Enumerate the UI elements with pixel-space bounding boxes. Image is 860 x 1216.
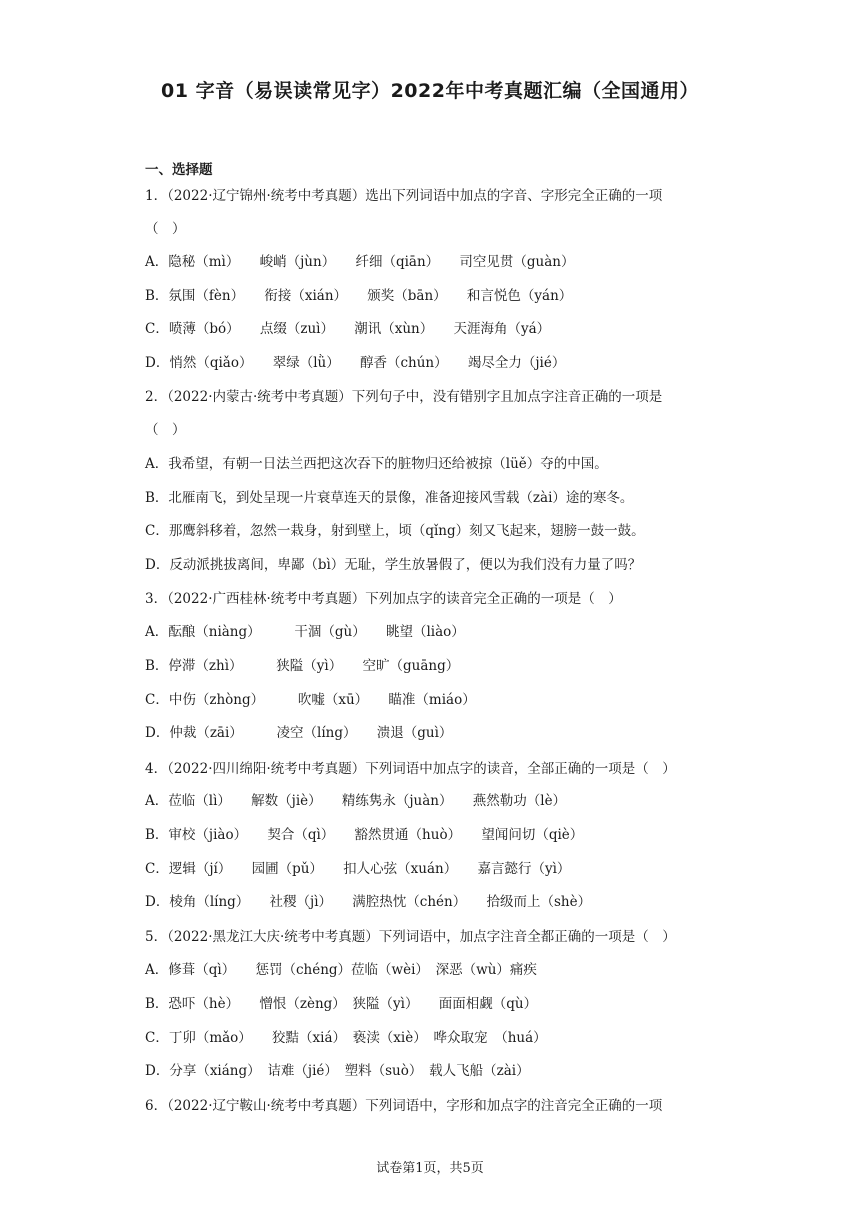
answer-option: A．莅临（lì） 解数（jiè） 精练隽永（juàn） 燕然勒功（lè）	[145, 793, 567, 809]
answer-option: A．修葺（qì） 惩罚（chéng）莅临（wèi） 深恶（wù）痛疾	[145, 962, 537, 978]
answer-option: D．悄然（qiǎo） 翠绿（lǜ） 醇香（chún） 竭尽全力（jié）	[145, 355, 566, 371]
answer-option: B．氛围（fèn） 衔接（xián） 颁奖（bān） 和言悦色（yán）	[145, 288, 573, 304]
answer-option: C．中伤（zhòng） 吹嘘（xū） 瞄准（miáo）	[145, 692, 476, 708]
question-text-line: 6．（2022·辽宁鞍山·统考中考真题）下列词语中，字形和加点字的注音完全正确的一项	[145, 1098, 663, 1114]
answer-option: C．逻辑（jí） 园圃（pǔ） 扣人心弦（xuán） 嘉言懿行（yì）	[145, 861, 571, 877]
question-text-line: （ ）	[145, 221, 186, 237]
answer-option: A．酝酿（niàng） 干涸（gù） 眺望（liào）	[145, 624, 465, 640]
answer-option: D．仲裁（zāi） 凌空（líng） 溃退（guì）	[145, 725, 453, 741]
section-heading: 一、选择题	[145, 162, 213, 178]
answer-option: B．恐吓（hè） 憎恨（zèng） 狭隘（yì） 面面相觑（qù）	[145, 996, 538, 1012]
answer-option: A．我希望，有朝一日法兰西把这次吞下的脏物归还给被掠（lüě）夺的中国。	[145, 456, 608, 472]
answer-option: B．审校（jiào） 契合（qì） 豁然贯通（huò） 望闻问切（qiè）	[145, 827, 584, 843]
question-text-line: （ ）	[145, 422, 186, 438]
answer-option: D．分享（xiáng） 诘难（jié） 塑料（suò） 载人飞船（zài）	[145, 1063, 530, 1079]
question-text-line: 4．（2022·四川绵阳·统考中考真题）下列词语中加点字的读音，全部正确的一项是（ ）	[145, 761, 676, 777]
question-text-line: 1．（2022·辽宁锦州·统考中考真题）选出下列词语中加点的字音、字形完全正确的一项	[145, 188, 663, 204]
answer-option: B．停滞（zhì） 狭隘（yì） 空旷（guāng）	[145, 658, 460, 674]
answer-option: B．北雁南飞，到处呈现一片衰草连天的景像，准备迎接风雪载（zài）途的寒冬。	[145, 490, 634, 506]
answer-option: C．丁卯（mǎo） 狡黠（xiá） 亵渎（xiè） 哗众取宠 （huá）	[145, 1030, 547, 1046]
page-footer: 试卷第1页，共5页	[376, 1161, 484, 1176]
question-text-line: 2．（2022·内蒙古·统考中考真题）下列句子中，没有错别字且加点字注音正确的一项是	[145, 389, 663, 405]
page-title: 01 字音（易误读常见字）2022年中考真题汇编（全国通用）	[161, 80, 699, 102]
question-text-line: 3．（2022·广西桂林·统考中考真题）下列加点字的读音完全正确的一项是（ ）	[145, 591, 622, 607]
answer-option: D．棱角（líng） 社稷（jì） 满腔热忱（chén） 拾级而上（shè）	[145, 894, 592, 910]
answer-option: C．喷薄（bó） 点缀（zuì） 潮讯（xùn） 天涯海角（yá）	[145, 321, 551, 337]
question-text-line: 5．（2022·黑龙江大庆·统考中考真题）下列词语中，加点字注音全都正确的一项是（ ）	[145, 929, 676, 945]
answer-option: C．那鹰斜移着，忽然一栽身，射到壁上，顷（qǐng）刻又飞起来，翅膀一鼓一鼓。	[145, 523, 645, 539]
answer-option: D．反动派挑拔离间，卑鄙（bì）无耻，学生放暑假了，便以为我们没有力量了吗？	[145, 557, 642, 573]
answer-option: A．隐秘（mì） 峻峭（jùn） 纤细（qiān） 司空见贯（guàn）	[145, 254, 575, 270]
